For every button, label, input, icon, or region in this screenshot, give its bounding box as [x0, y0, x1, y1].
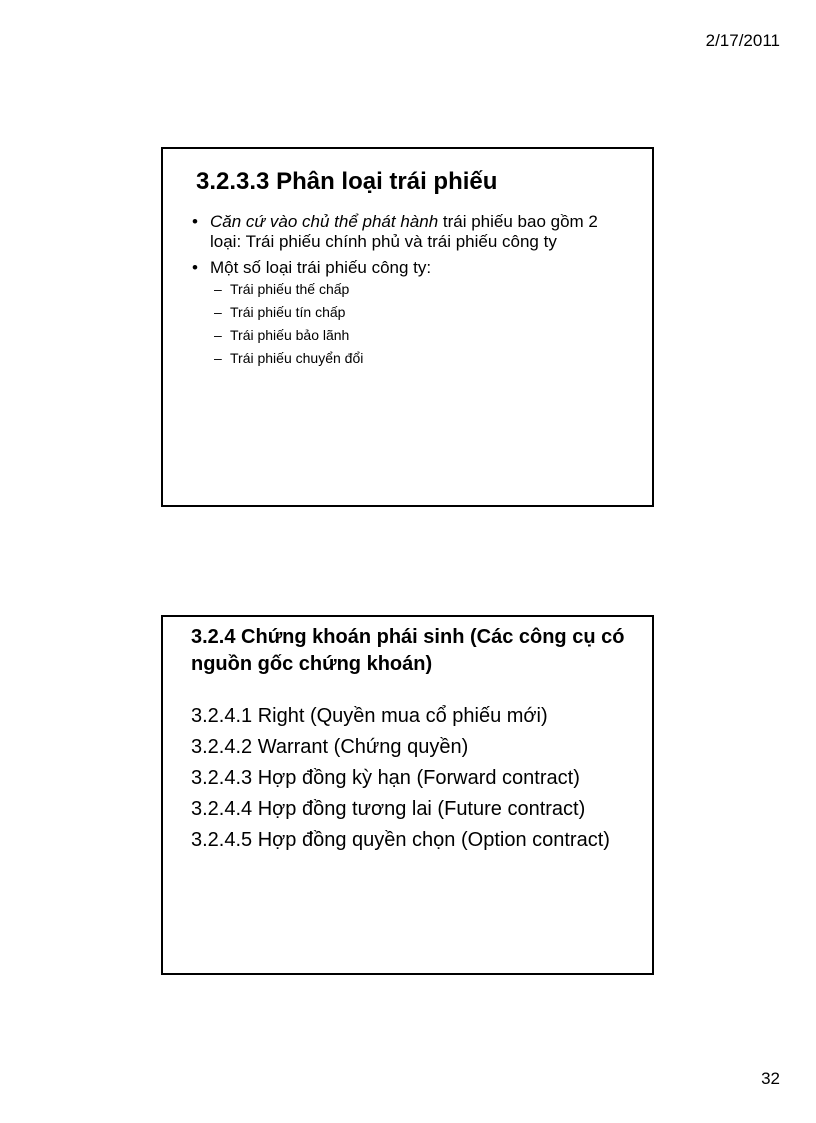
dash-icon: –: [214, 304, 222, 320]
bullet-text: trái phiếu bao gồm 2 loại: Trái phiếu chính phủ và trái phiếu công ty: [210, 212, 598, 251]
bullet-text: Một số loại trái phiếu công ty:: [210, 258, 432, 277]
bullet-item-corporate-types: [190, 258, 620, 367]
slide-title: 3.2.4 Chứng khoán phái sinh (Các công cụ có nguồn gốc chứng khoán): [191, 626, 625, 675]
sub-bullet-text: Trái phiếu thế chấp: [230, 281, 350, 297]
bullet-item-issuer: [190, 212, 620, 252]
list-item: 3.2.4.1 Right (Quyền mua cổ phiếu mới): [191, 705, 548, 727]
bullet-list: [190, 212, 620, 373]
sub-bullet-item: [210, 304, 620, 321]
sub-bullet-text: Trái phiếu chuyển đổi: [230, 350, 364, 366]
list-item: 3.2.4.3 Hợp đồng kỳ hạn (Forward contract): [191, 767, 580, 789]
derivatives-list: [191, 704, 641, 859]
sub-bullet-text: Trái phiếu tín chấp: [230, 304, 346, 320]
sub-bullet-item: [210, 281, 620, 298]
slide-title: 3.2.3.3 Phân loại trái phiếu: [196, 168, 498, 195]
list-item: 3.2.4.4 Hợp đồng tương lai (Future contract): [191, 798, 586, 820]
sub-bullet-list: [210, 281, 620, 367]
dash-icon: –: [214, 327, 222, 343]
page-date: 2/17/2011: [705, 31, 780, 50]
bullet-icon: •: [192, 258, 198, 277]
dash-icon: –: [214, 350, 222, 366]
list-item: 3.2.4.2 Warrant (Chứng quyền): [191, 736, 469, 758]
dash-icon: –: [214, 281, 222, 297]
slide-derivatives: [161, 615, 654, 975]
page-number: 32: [761, 1069, 780, 1088]
list-item: 3.2.4.5 Hợp đồng quyền chọn (Option contract): [191, 829, 610, 851]
sub-bullet-item: [210, 350, 620, 367]
sub-bullet-text: Trái phiếu bảo lãnh: [230, 327, 350, 343]
sub-bullet-item: [210, 327, 620, 344]
slide-bond-classification: [161, 147, 654, 507]
bullet-italic-text: Căn cứ vào chủ thể phát hành: [210, 212, 439, 231]
bullet-icon: •: [192, 212, 198, 231]
